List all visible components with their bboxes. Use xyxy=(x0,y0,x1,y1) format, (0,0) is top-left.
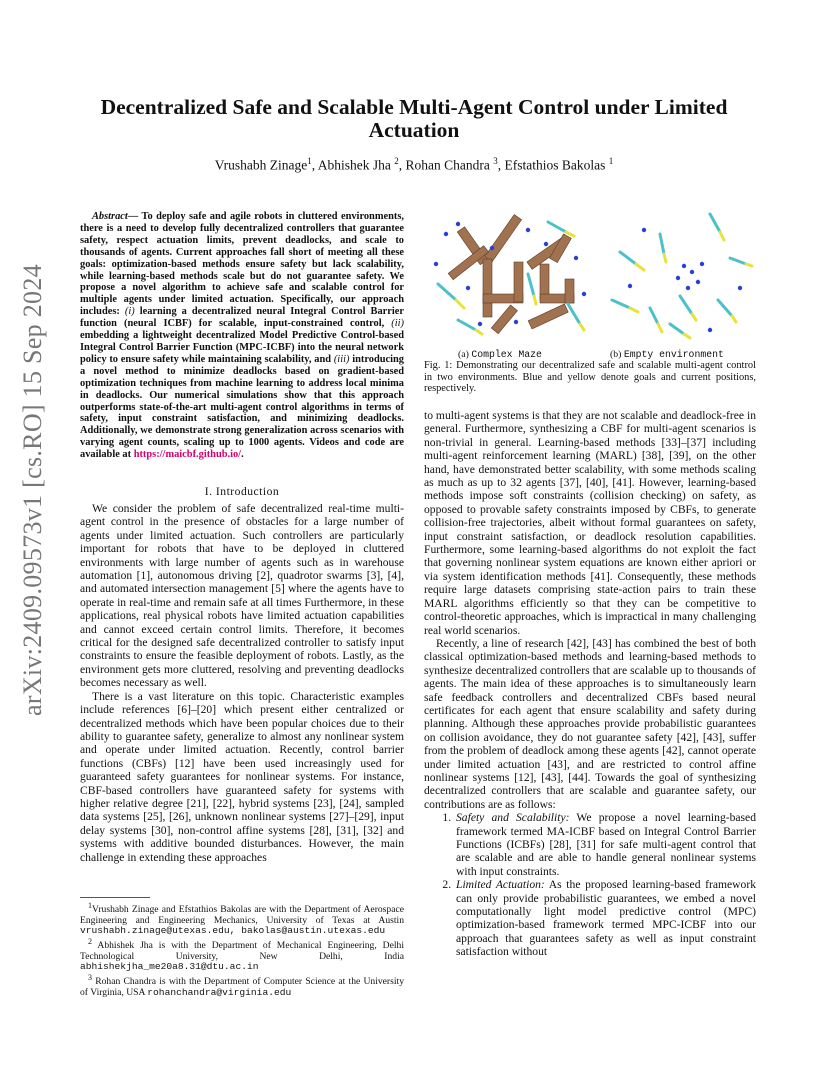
footnote-text: Vrushabh Zinage and Efstathios Bakolas are with the Department of Aerospace Engineering and Engineering Mechanics, University of Texas at Austin xyxy=(80,904,404,926)
abstract-dash: — xyxy=(127,211,142,222)
maze-walls xyxy=(448,215,574,334)
list-item xyxy=(454,878,756,958)
subcaption-label: (b) xyxy=(610,349,622,360)
body-paragraph: Recently, a line of research [42], [43] has combined the best of both classical optimization-based methods and learning-based methods to synthesize decentralized controllers that are scalable up to thousands of agents. The main idea of these approaches is to simultaneously learn safe feedback controllers and decentralized CBFs based neural certificates for each agent that ensure scalability and safety during planning. Although these approaches provide probabilistic guarantees on collision avoidance, they do not guarantee safety [42], [43], suffer from the problem of deadlock among these agents [42], cannot operate under limited actuation [43], and are restricted to control affine nonlinear systems [12], [43], [44]. Towards the goal of synthesizing decentralized controllers that are scalable and guarantee safety, our contributions are as follows: xyxy=(424,636,756,811)
email-link[interactable]: vrushabh.zinage@utexas.edu, bakolas@austin.utexas.edu xyxy=(80,925,386,937)
footnote-mark: 3 xyxy=(88,972,92,982)
empty-environment-image xyxy=(600,204,758,348)
subcaption-text: Empty environment xyxy=(623,349,724,360)
list-item-title: Safety and Scalability: xyxy=(456,811,570,825)
list-item-text: As the proposed learning-based framework can only provide probabilistic guarantees, we embed a novel computationally light model predictive control (MPC) optimization-based framework termed MPC-ICBF into our approach that guarantees safety as well as input constraint satisfaction without xyxy=(456,878,756,959)
right-column xyxy=(424,409,756,959)
contributions-list xyxy=(424,811,756,958)
project-link[interactable]: https://maicbf.github.io/ xyxy=(133,449,242,461)
complex-maze-image xyxy=(428,204,593,348)
arxiv-sidebar xyxy=(10,264,56,716)
abstract-text: introducing a novel method to minimize deadlocks based on gradient-based optimization techniques from machine learning to address local minima in deadlocks. Our numerical simulations show that this approach outperforms state-of-the-art multi-agent control algorithms in terms of safety, input constraint satisfaction, and minimizing deadlocks. Additionally, we demonstrate strong generalization across scenarios with varying agent counts, scaling up to 1000 agents. Videos and code are available at xyxy=(80,353,404,461)
intro-column xyxy=(80,502,404,864)
footnote xyxy=(80,973,404,998)
list-item-title: Limited Actuation: xyxy=(456,878,545,892)
subcaption-b xyxy=(610,349,724,360)
footnote-text: Rohan Chandra is with the Department of Computer Science at the University of Virginia, USA xyxy=(80,976,404,998)
arxiv-identifier: arXiv:2409.09573v1 [cs.RO] 15 Sep 2024 xyxy=(18,264,47,716)
author-name: Vrushabh Zinage xyxy=(214,157,308,173)
abstract-text: embedding a lightweight decentralized Model Predictive Control-based Integral Control Barrier Function (MPC-ICBF) into the neural network policy to ensure safety while maintaining scalability, and xyxy=(80,330,404,365)
author-name: Rohan Chandra xyxy=(405,157,494,173)
intro-paragraph: There is a vast literature on this topic. Characteristic examples include references [6]–[20] which present either centralized or decentralized methods which have been popular choices due to their ability to guarantee safety, generalize to almost any nonlinear system and operate under limited actuation. Recently, control barrier functions (CBFs) [12] have been used increasingly used for guaranteed safety guarantees for nonlinear systems. For instance, CBF-based controllers have guaranteed safety for systems with higher relative degree [21], [22], hybrid systems [23], [24], sampled data systems [25], [26], unknown nonlinear systems [27]–[29], input delay systems [30], non-control affine systems [28], [31], [32] and systems with additive bounded disturbances. However, the main challenge in extending these approaches xyxy=(80,689,404,864)
body-paragraph: to multi-agent systems is that they are not scalable and deadlock-free in general. Furthermore, synthesizing a CBF for multi-agent scenarios is non-trivial in general. Learning-based methods [33]–[37] including multi-agent reinforcement learning (MARL) [38], [39], on the other hand, have demonstrated better scalability, with some methods scaling as much as up to 32 agents [37], [40], [41]. However, learning-based methods impose soft constraints (collision checking) on safety, as opposed to provable safety constraints imposed by CBFs, to generate collision-free trajectories, albeit without formal guarantees on safety, input constraint satisfaction, or deadlock resolution capabilities. Furthermore, some learning-based algorithms do not exploit the fact that governing nonlinear system equations are known either apriori or via system identification methods [41]. Consequently, these methods require large datasets comprising state-action pairs to train these MARL algorithms efficiently so that they can be competitive to control-theoretic approaches, which is impractical in many challenging real world scenarios. xyxy=(424,409,756,637)
footnote-text: Abhishek Jha is with the Department of Mechanical Engineering, Delhi Technological University, New Delhi, India xyxy=(80,940,404,962)
abstract-text: To deploy safe and agile robots in cluttered environments, there is a need to develop fully decentralized controllers that guarantee safety, respect actuation limits, prevent deadlocks, and scale to thousands of agents. Current approaches fall short of meeting all these goals: optimization-based methods ensure safety but lack scalability, while learning-based methods scale but do not guarantee safety. We propose a novel algorithm to achieve safe and scalable control for multiple agents under limited actuation. Specifically, our approach includes: xyxy=(80,211,404,318)
abstract-label: Abstract xyxy=(92,211,128,222)
abstract-enum: (i) xyxy=(124,306,135,318)
abstract xyxy=(80,211,404,461)
author-name: Efstathios Bakolas xyxy=(504,157,609,173)
affiliation-mark: 3 xyxy=(493,156,498,166)
footnote-mark: 1 xyxy=(88,901,92,910)
subcaption-text: Complex Maze xyxy=(471,349,542,360)
affiliation-mark: 1 xyxy=(608,156,614,166)
affiliation-mark: 2 xyxy=(394,156,399,166)
abstract-text: . xyxy=(241,449,244,461)
footnote xyxy=(80,937,404,973)
email-link[interactable]: rohanchandra@virginia.edu xyxy=(147,986,292,998)
list-item-text: We propose a novel learning-based framework termed MA-ICBF based on Integral Control Barrier Functions (ICBFs) [28], [31] for safe multi-agent control that are scalable and are able to handle general nonlinear systems with input constraints. xyxy=(456,811,757,878)
subcaption-a xyxy=(458,349,542,360)
author-list: Vrushabh Zinage$^1$, Abhishek Jha $^2$, Rohan Chandra $^3$, Efstathios Bakolas $^1$ xyxy=(214,156,614,173)
author-name: Abhishek Jha xyxy=(317,157,395,173)
agent-trajectories xyxy=(612,214,752,338)
footnote xyxy=(80,901,404,937)
paper-title: Decentralized Safe and Scalable Multi-Agent Control under Limited Actuation xyxy=(100,95,728,142)
intro-paragraph: We consider the problem of safe decentralized real-time multi-agent control in the presence of obstacles for a large number of agents under limited actuation. Such controllers are particularly important for robots that have to be deployed in cluttered environments with large number of agents such as in warehouse automation [1], autonomous driving [2], quadrotor swarms [3], [4], and automated intersection management [5] where the agents have to operate in real-time and remain safe at all times Furthermore, in these applications, real physical robots have limited actuation capabilities and cannot exceed certain control limits. Therefore, it becomes critical for the designed safe decentralized controller to satisfy input constraints to ensure the feasible deployment of robots. Lastly, as the environment gets more cluttered, resolving and preventing deadlocks becomes necessary as well. xyxy=(80,502,404,690)
goal-markers xyxy=(628,228,742,332)
list-item xyxy=(454,811,756,878)
footnotes xyxy=(80,897,404,998)
abstract-enum: (iii) xyxy=(333,353,350,365)
footnote-mark: 2 xyxy=(88,936,92,946)
abstract-text: learning a decentralized neural Integral Control Barrier function (neural ICBF) for scalable, input-constrained control, xyxy=(80,306,404,330)
figure-caption: Fig. 1: Demonstrating our decentralized safe and scalable multi-agent control in two environments. Blue and yellow denote goals and current positions, respectively. xyxy=(424,360,756,395)
footnote-rule xyxy=(80,897,150,898)
affiliation-mark: 1 xyxy=(307,156,312,166)
subcaption-label: (a) xyxy=(458,349,469,360)
email-link[interactable]: abhishekjha_me20a8.31@dtu.ac.in xyxy=(80,961,259,973)
figure-1 xyxy=(428,204,758,348)
abstract-enum: (ii) xyxy=(391,318,404,330)
section-heading: I. Introduction xyxy=(204,485,280,498)
